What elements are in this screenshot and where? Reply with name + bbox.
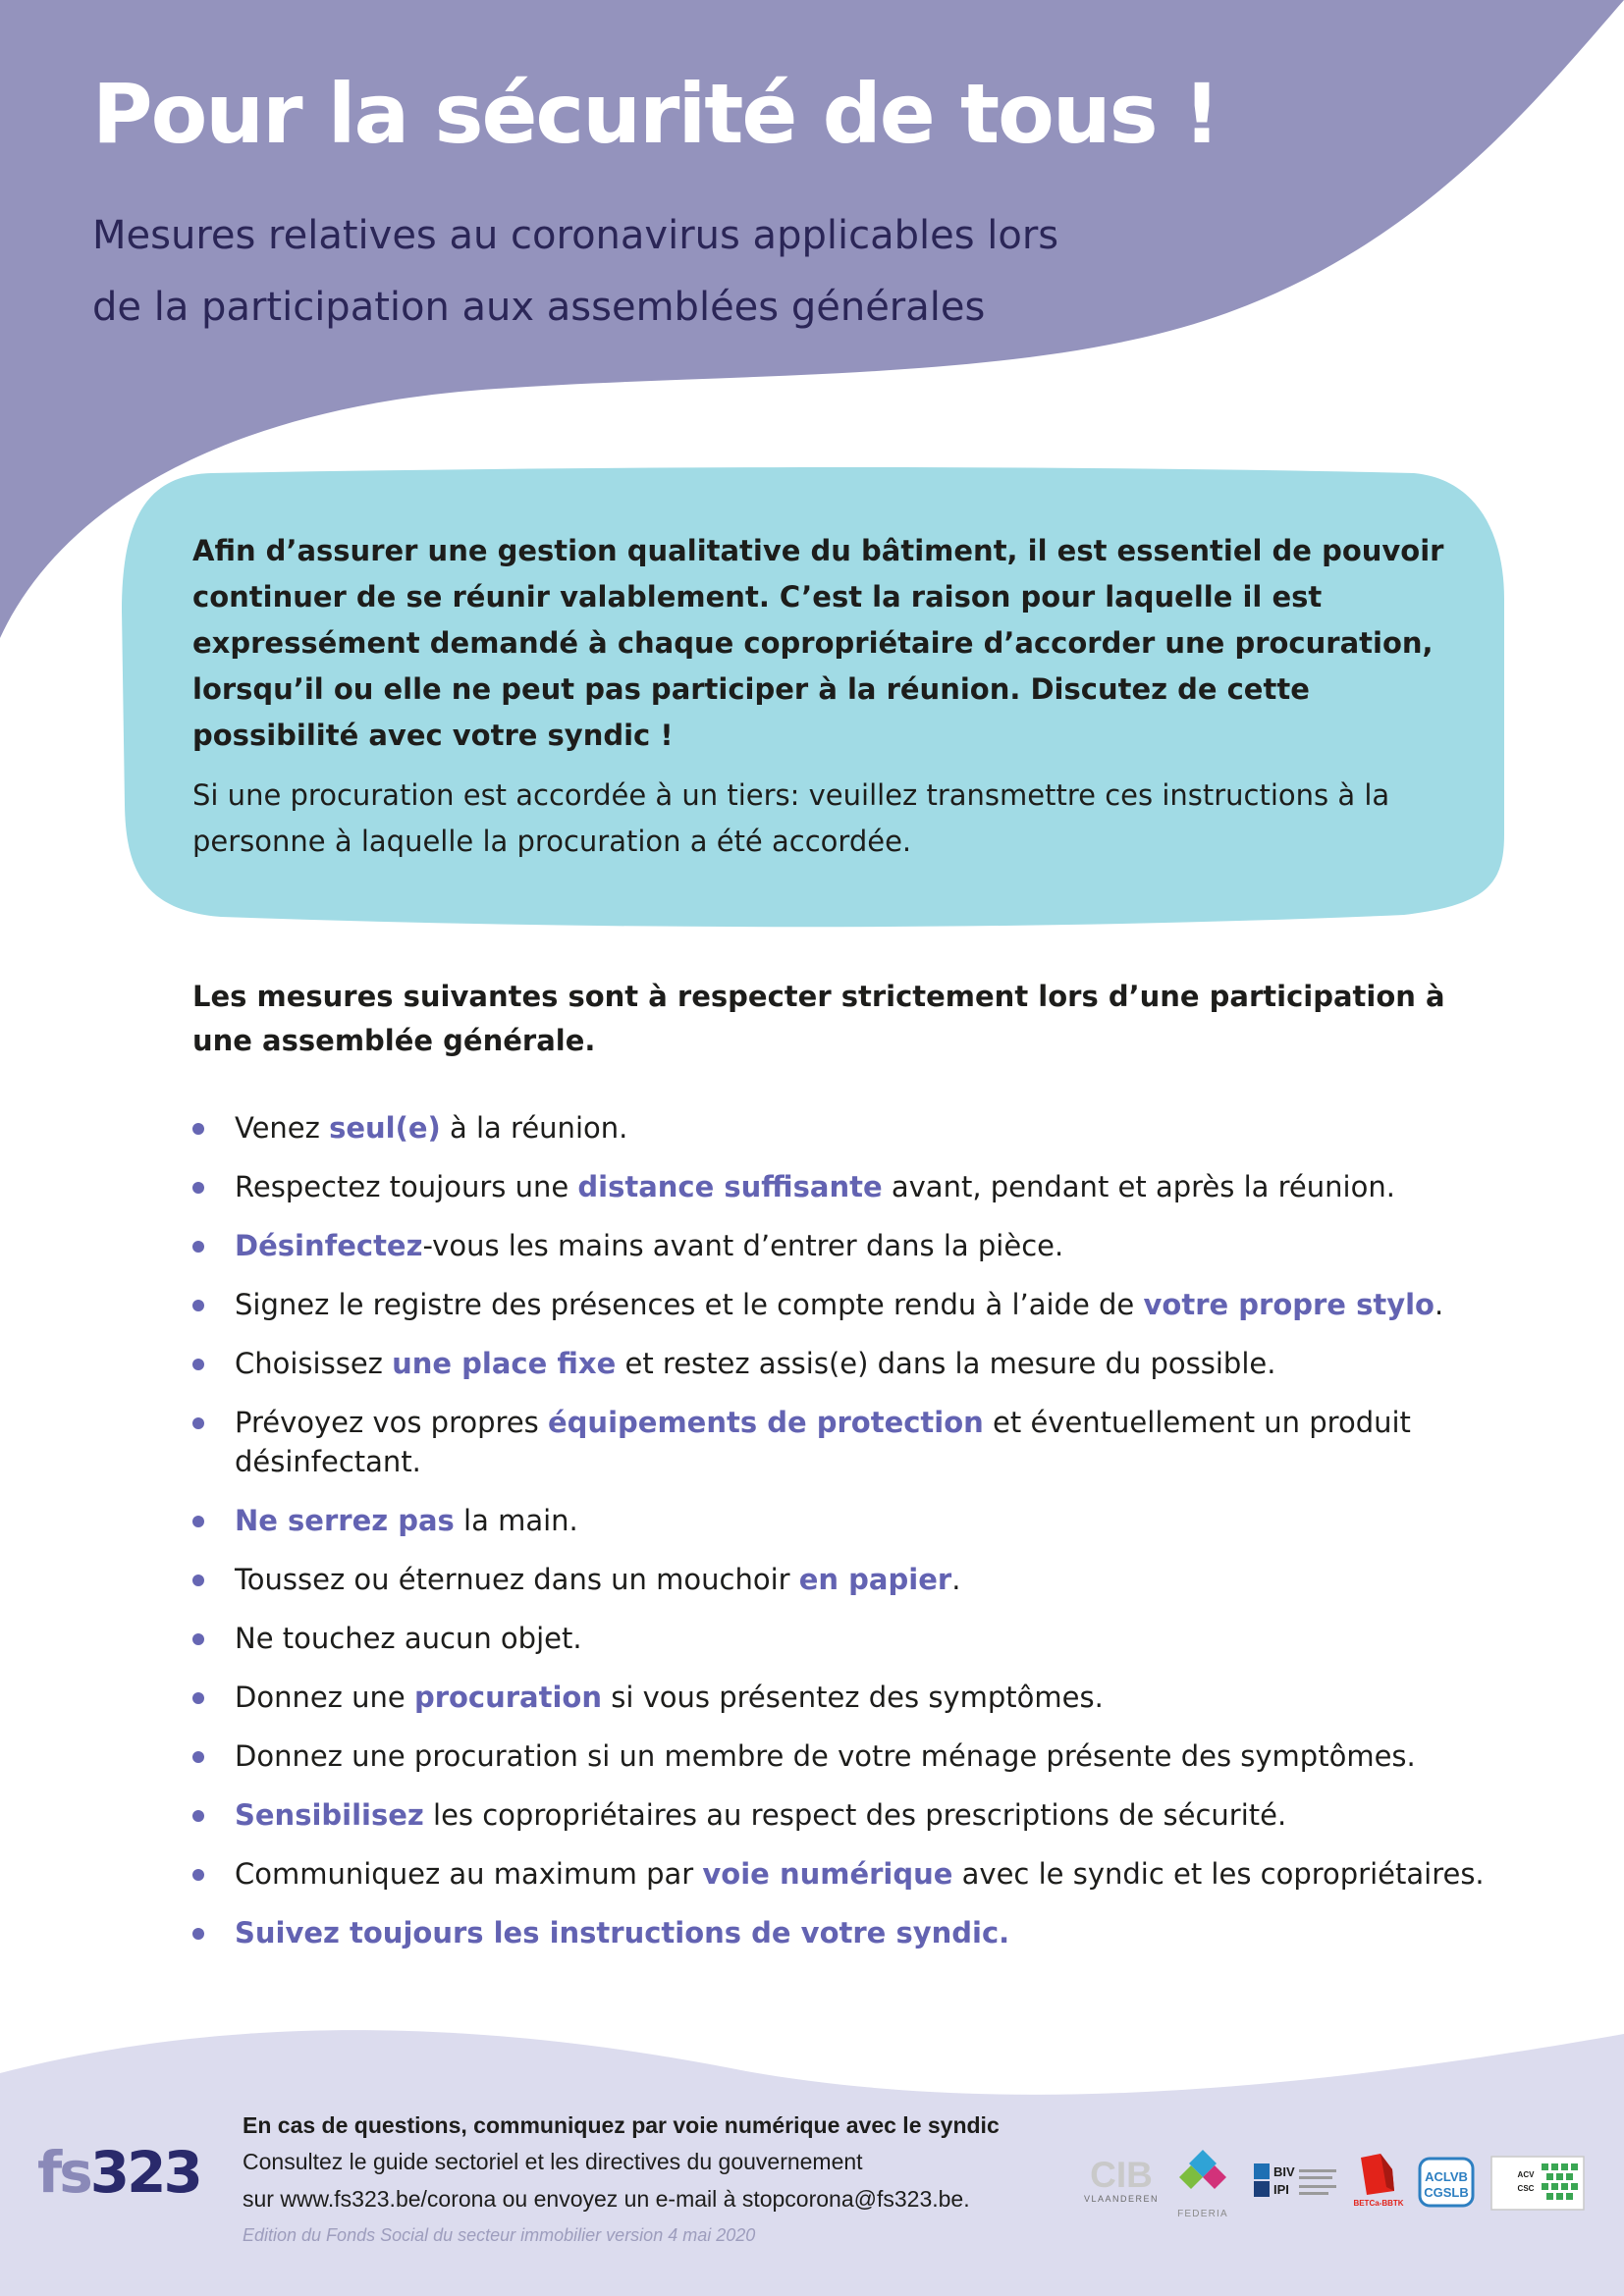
acv-csc-frame [1491, 2157, 1584, 2210]
measure-text: . [1434, 1288, 1444, 1321]
measure-text: Respectez toujours une [235, 1170, 578, 1203]
measure-text: Communiquez au maximum par [235, 1857, 703, 1891]
footer-line-1: Consultez le guide sectoriel et les directives du gouvernement [243, 2149, 863, 2174]
callout-normal-text: Si une procuration est accordée à un tiers: veuillez transmettre ces instructions à la personne à laquelle la procuration a été accordée. [192, 778, 1390, 858]
biv-ipi-fineprint-2 [1299, 2176, 1332, 2179]
betca-bbtk-logo [1353, 2152, 1404, 2213]
measure-item [192, 1913, 1508, 1952]
cib-vlaanderen-logo [1084, 2155, 1159, 2206]
measure-highlight: seul(e) [329, 1111, 441, 1145]
measure-item [192, 1226, 1508, 1265]
measure-text: Prévoyez vos propres [235, 1406, 548, 1439]
footer-edition: Edition du Fonds Social du secteur immobilier version 4 mai 2020 [243, 2225, 756, 2245]
bullet-icon [192, 1810, 204, 1822]
measure-item [192, 1854, 1508, 1894]
measure-text: -vous les mains avant d’entrer dans la pièce. [422, 1229, 1064, 1262]
fs323-logo [37, 2139, 200, 2206]
measure-text: Signez le registre des présences et le compte rendu à l’aide de [235, 1288, 1144, 1321]
biv-ipi-fineprint-3 [1299, 2185, 1336, 2188]
logo-num-text: 323 [89, 2139, 200, 2206]
measure-text: avant, pendant et après la réunion. [882, 1170, 1395, 1203]
measure-item [192, 1619, 1508, 1658]
measure-highlight: Sensibilisez [235, 1798, 424, 1832]
measure-text: Ne touchez aucun objet. [235, 1622, 582, 1655]
measure-highlight: votre propre stylo [1143, 1288, 1435, 1321]
acv-logo-text: ACV [1517, 2170, 1535, 2179]
bullet-icon [192, 1417, 204, 1429]
measure-text: Choisissez [235, 1347, 393, 1380]
betca-logo-text: BETCa-BBTK [1353, 2199, 1404, 2208]
measure-highlight: procuration [413, 1681, 603, 1714]
measure-highlight: une place fixe [392, 1347, 617, 1380]
bullet-icon [192, 1928, 204, 1940]
bullet-icon [192, 1751, 204, 1763]
bullet-icon [192, 1241, 204, 1253]
measure-item [192, 1344, 1508, 1383]
measure-highlight: Suivez toujours les instructions de votre syndic. [235, 1916, 1010, 1949]
bullet-icon [192, 1359, 204, 1370]
cgslb-logo-text: CGSLB [1424, 2185, 1469, 2200]
measure-text: avec le syndic et les copropriétaires. [952, 1857, 1485, 1891]
bullet-icon [192, 1869, 204, 1881]
measure-text: la main. [454, 1504, 578, 1537]
measures-list [192, 1108, 1508, 1972]
acv-csc-logo [1490, 2156, 1585, 2211]
measure-item [192, 1501, 1508, 1540]
measure-item [192, 1403, 1508, 1481]
measure-item [192, 1678, 1508, 1717]
measure-text: les copropriétaires au respect des prescriptions de sécurité. [423, 1798, 1287, 1832]
aclvb-logo-text: ACLVB [1425, 2169, 1468, 2184]
measure-item [192, 1560, 1508, 1599]
biv-ipi-fineprint-4 [1299, 2192, 1328, 2195]
bullet-icon [192, 1123, 204, 1135]
measure-text: . [951, 1563, 961, 1596]
measure-text: à la réunion. [440, 1111, 628, 1145]
ipi-logo-block [1254, 2181, 1270, 2197]
measure-text: Venez [235, 1111, 330, 1145]
csc-logo-text: CSC [1517, 2184, 1535, 2193]
measure-highlight: équipements de protection [548, 1406, 984, 1439]
measure-highlight: Ne serrez pas [235, 1504, 455, 1537]
subtitle-line-2: de la participation aux assemblées générales [92, 285, 986, 330]
footer-line-2: sur www.fs323.be/corona ou envoyez un e-mail à stopcorona@fs323.be. [243, 2186, 970, 2212]
proxy-callout [192, 528, 1469, 865]
bullet-icon [192, 1300, 204, 1311]
measure-text: et restez assis(e) dans la mesure du possible. [616, 1347, 1276, 1380]
measures-intro: Les mesures suivantes sont à respecter strictement lors d’une participation à une assemblée générale. [192, 980, 1445, 1057]
bullet-icon [192, 1692, 204, 1704]
logo-fs-text: fs [37, 2139, 90, 2206]
biv-logo-text: BIV [1273, 2164, 1295, 2179]
footer-contact [243, 2109, 1107, 2253]
page-title: Pour la sécurité de tous ! [92, 66, 1219, 162]
biv-logo-block [1254, 2163, 1270, 2179]
measure-highlight: voie numérique [702, 1857, 953, 1891]
federia-logo [1171, 2146, 1234, 2220]
cib-logo-text: CIB [1090, 2155, 1153, 2195]
biv-ipi-fineprint-1 [1299, 2169, 1336, 2172]
bullet-icon [192, 1182, 204, 1194]
measure-highlight: en papier [798, 1563, 952, 1596]
bullet-icon [192, 1575, 204, 1586]
bullet-icon [192, 1633, 204, 1645]
measure-text: Donnez une [235, 1681, 414, 1714]
measure-text: et éventuellement un produit désinfectant. [235, 1406, 1411, 1478]
federia-logo-text: FEDERIA [1177, 2209, 1228, 2219]
measure-text: Toussez ou éternuez dans un mouchoir [235, 1563, 799, 1596]
cib-logo-subtext: VLAANDEREN [1084, 2194, 1159, 2204]
measure-text: Donnez une procuration si un membre de votre ménage présente des symptômes. [235, 1739, 1416, 1773]
measure-highlight: Désinfectez [235, 1229, 423, 1262]
subtitle-line-1: Mesures relatives au coronavirus applicables lors [92, 213, 1059, 258]
page-subtitle [92, 200, 1221, 344]
ipi-logo-text: IPI [1273, 2182, 1289, 2197]
biv-ipi-logo [1250, 2160, 1342, 2205]
measure-text: si vous présentez des symptômes. [602, 1681, 1104, 1714]
bullet-icon [192, 1516, 204, 1527]
aclvb-cgslb-logo [1417, 2156, 1476, 2209]
callout-strong-text: Afin d’assurer une gestion qualitative du bâtiment, il est essentiel de pouvoir continuer de se réunir valablement. C’est la raison pour laquelle il est expressément demandé à chaque copropriétaire d’accorder une procuration, lorsqu’il ou elle ne peut pas participer à la réunion. Discutez de cette possibilité avec votre syndic ! [192, 534, 1444, 752]
measure-highlight: distance suffisante [577, 1170, 883, 1203]
measure-item [192, 1108, 1508, 1148]
measure-item [192, 1285, 1508, 1324]
measure-item [192, 1795, 1508, 1835]
measure-item [192, 1736, 1508, 1776]
measure-item [192, 1167, 1508, 1206]
footer-title: En cas de questions, communiquez par voie numérique avec le syndic [243, 2112, 1000, 2138]
